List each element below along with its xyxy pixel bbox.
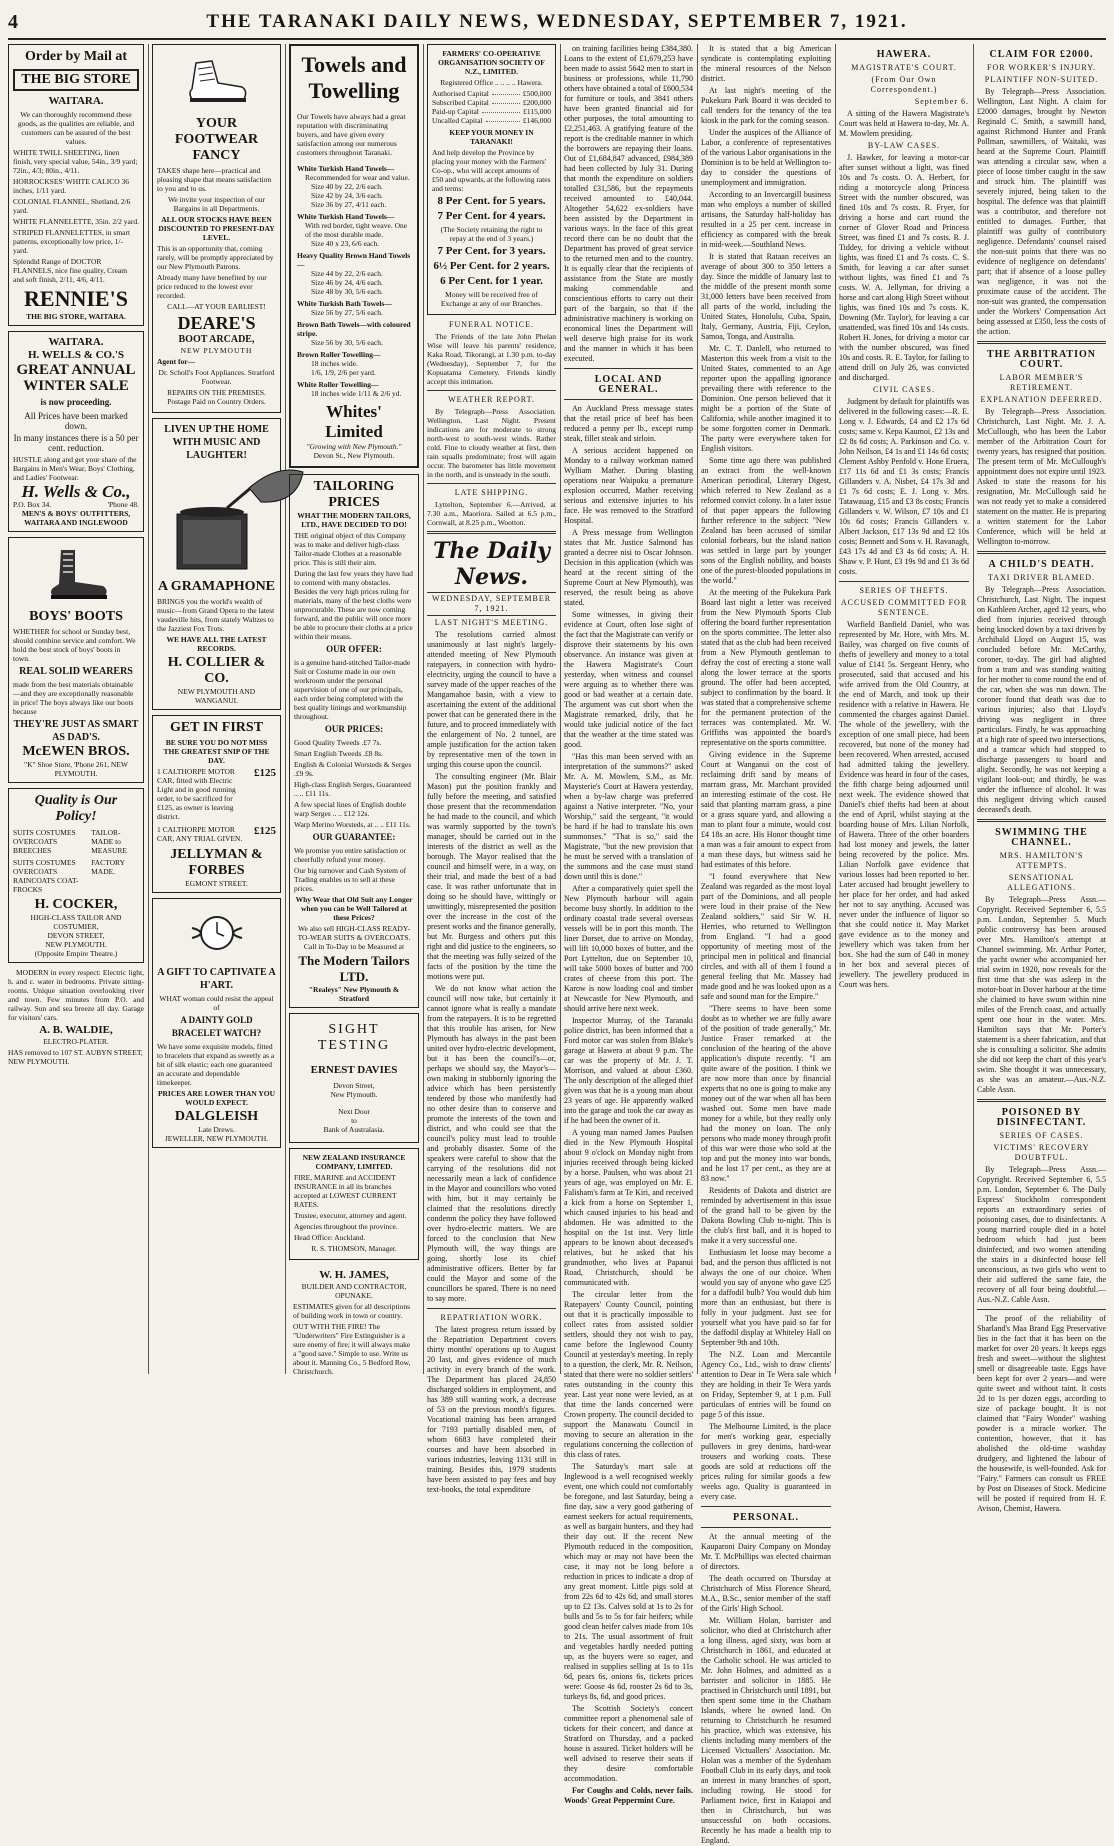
ad-agent-items: Dr. Scholl's Foot Appliances. Stratford Footwear. bbox=[158, 368, 275, 386]
ad-item: STRIPED FLANNELETTES, in smart patterns, exceptionally low price, 1/- yard. bbox=[13, 228, 131, 255]
ad-text: to bbox=[351, 1116, 357, 1125]
ad-status: is now proceeding. bbox=[40, 397, 112, 407]
ad-logo: Whites' Limited bbox=[325, 402, 383, 441]
towel-group-name: Heavy Quality Brown Hand Towels— bbox=[297, 251, 411, 269]
ad-text: We invite your inspection of our Bargains in all Departments. bbox=[167, 195, 266, 213]
boot-illustration-icon bbox=[41, 546, 111, 602]
section-heading: FUNERAL NOTICE. bbox=[449, 320, 534, 329]
ad-text: WE HAVE ALL THE LATEST RECORDS. bbox=[166, 635, 267, 653]
ad-nz-insurance bbox=[289, 1148, 419, 1260]
column-rule bbox=[835, 44, 836, 1374]
column-4 bbox=[427, 44, 556, 1494]
towel-group-name: Brown Bath Towels—with coloured stripe. bbox=[297, 320, 411, 338]
shipping-report: Lyttelton, September 6.—Arrived, at 7.30 a.m., Maoriora. Sailed at 6.5 p.m., Cornwall, at 8.25 p.m., Wootton. bbox=[427, 500, 556, 527]
capital-label: Authorised Capital bbox=[432, 89, 489, 98]
ad-logo: H. Wells & Co., bbox=[21, 482, 131, 501]
capital-label: Subscribed Capital bbox=[432, 98, 489, 107]
ad-text: In many instances there is a 50 per cent. reduction. bbox=[13, 433, 139, 453]
section-heading: CLAIM FOR £2000. bbox=[989, 49, 1094, 60]
column-6 bbox=[701, 44, 831, 1845]
ad-text: ALL OUR STOCKS HAVE BEEN DISCOUNTED TO PRESENT-DAY LEVEL. bbox=[158, 215, 275, 242]
news-item: Some time ago there was published an extract from the well-known American periodical, Literary Digest, which referred to New Zealand as a reformed convict colony. In a later issue of that paper appears the following further reference to the subject: "New Zealand has been accused of similar colonial forbears, but the island nation was settled in large part by younger sons of the English nobility, and boasts one of the purest-blooded populations in the world." bbox=[701, 456, 831, 585]
news-item: After a comparatively quiet spell the New Plymouth harbour will again become busy shortly. In addition to the ordinary coastal trade several overseas vessels will be in port this month. The liner Dorset, due to arrive on Monday, will lift 10,000 boxes of butter, and the Port Lyttelton, due on September 10, will take 5000 boxes of butter and 700 crates of cheese from this port. The Karow is now loading coal and timber at Newcastle for New Plymouth, and should arrive here next week. bbox=[564, 884, 693, 1013]
ad-text: WHETHER for school or Sunday best, should combine service and comfort. We hold the best stock of boys' boots in town. bbox=[13, 627, 136, 663]
ad-town: WAITARA. bbox=[48, 336, 104, 348]
news-item: The circular letter from the Ratepayers' County Council, pointing out that it is practically impossible to collect rates from assisted soldier settlers, should they not wish to pay, came before the Inglewood County Council at yesterday's meeting. In reply to a question, the clerk, Mr. R. Neilson, stated that there were no soldier settlers' rates outstanding in the county this year. Last year none were levied, as at that time the lands concerned were Crown property. The council decided to support the Manawatu Council in moving to secure an alteration in the regulations concerning the collection of this class of rates. bbox=[564, 1290, 693, 1459]
capital-label: Paid-up Capital bbox=[432, 107, 479, 116]
ad-subhead: WHAT THE MODERN TAILORS, LTD., HAVE DECIDED TO DO! bbox=[297, 511, 411, 529]
ad-text: CALL—AT YOUR EARLIEST! bbox=[167, 302, 266, 311]
section-heading: HAWERA. bbox=[876, 49, 932, 60]
rate-line: 7 Per Cent. for 3 years. bbox=[437, 245, 546, 257]
towel-size-price: 18 inches wide 1/11 & 2/6 yd. bbox=[311, 389, 402, 398]
towel-size-price: 1/6, 1/9, 2/6 per yard. bbox=[311, 368, 376, 377]
ad-text: This is an opportunity that, coming rarely, will be promptly appreciated by our New Plymouth Patrons. bbox=[157, 244, 274, 271]
ad-text: During the last few years they have had to contend with many obstacles. Besides the very high prices ruling for materials, many of the best cloths were unprocurable. These are now coming forward, and the public will once more be able to procure their cloths at a price within their means. bbox=[294, 569, 413, 641]
news-item: Mr. William Holan, barrister and solicitor, who died at Christchurch after a long illness, aged sixty, was born at Christchurch in 1861, and educated at the Catholic school. He was articled to Mr. John Holmes, and admitted as a barrister and solicitor in 1885. He practised in Christchurch until 1891, but then spent some time in the Chatham Islands, where he owned land. On returning to Christchurch he resumed his practice, which was extensive, his clients including many members of the Licensed Victuallers' Association. Mr. Holan was a member of the Sydenham Football Club in its early days, and took an interest in many branches of sport, including rowing. He stood for Parliament twice, first in Kaiapoi and then in Christchurch, but was unsuccessful on both occasions. Recently he has made a health trip to England. bbox=[701, 1616, 831, 1845]
rate-line: 6½ Per Cent. for 2 years. bbox=[433, 260, 550, 272]
ad-firm: McEWEN BROS. bbox=[22, 744, 130, 759]
ad-modern-tailors bbox=[289, 474, 419, 1008]
ad-text: And help develop the Province by placing your money with the Farmers' Co-op., who will accept amounts of £50 and upwards, at the following rates and terms: bbox=[432, 148, 551, 193]
newspaper-nameplate: The Daily News. bbox=[433, 538, 550, 590]
article-heading: REPATRIATION WORK. bbox=[440, 1313, 543, 1322]
ad-slogan: KEEP YOUR MONEY IN TARANAKI! bbox=[449, 128, 534, 146]
ad-headline: TESTING bbox=[317, 1038, 391, 1053]
ad-text: REPAIRS ON THE PREMISES. Postage Paid on Country Orders. bbox=[167, 388, 266, 406]
ad-agent: Agent for— bbox=[157, 357, 196, 366]
news-item: Enthusiasm let loose may become a bad, and the person thus afflicted is not always the one of our choice. When would you say of anyone who gave £25 for a daffodil bulb? You would dub him more than an enthusiast, but there is folly in your judgment. Just see for yourself what you have paid so far for the daffodil display at Whiteley Hall on September 9th and 10th. bbox=[701, 1248, 831, 1347]
section-heading: LOCAL AND GENERAL. bbox=[594, 374, 663, 395]
ad-intro: We can thoroughly recommend these goods, as the qualities are reliable, and customers can be assured of the best values. bbox=[17, 110, 135, 146]
sub-heading: SERIES OF THEFTS. bbox=[859, 586, 949, 595]
news-item: The death occurred on Thursday at Christchurch of Miss Florence Sheard, M.A., B.Sc., senior member of the staff of the Girls' High School. bbox=[701, 1574, 831, 1613]
cocker-row-right: TAILOR-MADE to MEASURE bbox=[91, 828, 127, 855]
ad-text: is a genuine hand-stitched Tailor-made Suit or Costume made in our own workroom under the personal supervision of one of our principals, each order being completed with the best quality linings and workmanship throughout. bbox=[294, 658, 411, 721]
ad-text: We promise you entire satisfaction or cheerfully refund your money. bbox=[294, 846, 407, 864]
article-paragraph: A sitting of the Hawera Magistrate's Court was held at Hawera to-day, Mr. A. M. Mowlem presiding. bbox=[839, 109, 969, 138]
ad-brand: RENNIE'S bbox=[24, 286, 128, 311]
article-paragraph: By Telegraph—Press Assn.—Copyright. Received September 6, 5.5 p.m. London, September 6. The Daily Express' Stockholm correspondent reports an extraordinary series of poisoning cases, due to disinfectants. A young married couple died in a hotel bedroom which had just been disinfected, and two women attending the stairs in a disinfected house fell unconscious, as two girls who went to their aid suffered the same fate, the recovery of all four being doubtful.—Aus.-N.Z. Cable Assn. bbox=[977, 1165, 1106, 1304]
car-listing: 1 CALTHORPE MOTOR CAR, fitted with Electric Light and in good running order, to be sacrificed for £125, as owner is leaving district. bbox=[157, 767, 236, 821]
ad-headline: LIVEN UP THE HOME WITH MUSIC AND LAUGHTER! bbox=[164, 424, 269, 461]
sub-heading: SENSATIONAL ALLEGATIONS. bbox=[1007, 873, 1076, 892]
towel-group-desc: Recommended for wear and value. bbox=[305, 173, 410, 182]
rate-note: (The Society retaining the right to repay at the end of 3 years.) bbox=[440, 225, 543, 243]
ad-headline: GREAT ANNUAL WINTER SALE bbox=[16, 362, 136, 394]
ad-street: Devon Street, bbox=[333, 1081, 375, 1090]
towel-size-price: Size 36 by 27, 4/11 each. bbox=[311, 200, 387, 209]
capital-label: Uncalled Capital bbox=[432, 116, 483, 125]
ad-firm: The Modern Tailors LTD. bbox=[298, 953, 410, 984]
column-rule bbox=[973, 44, 974, 1374]
ad-cocker bbox=[8, 788, 144, 963]
ad-james bbox=[289, 1265, 419, 1382]
news-item: Residents of Dakota and district are reminded by advertisement in this issue of the grand ball to be given by the Dakota Bowling Club to-night. This is the club's first ball, and it is hoped to make it a very successful one. bbox=[701, 1186, 831, 1245]
column-rule bbox=[697, 44, 698, 1374]
newspaper-title: THE TARANAKI DAILY NEWS, WEDNESDAY, SEPTEMBER 7, 1921. bbox=[206, 11, 908, 32]
ad-text: Next Door bbox=[338, 1107, 370, 1116]
column-rule bbox=[285, 44, 286, 1374]
ad-waldie bbox=[8, 968, 144, 1066]
ad-note: (Opposite Empire Theatre.) bbox=[34, 949, 118, 958]
towel-group-name: Brown Roller Towelling— bbox=[297, 350, 381, 359]
ad-town: New Plymouth. bbox=[330, 1090, 378, 1099]
ad-tagline: THEY'RE JUST AS SMART AS DAD'S. bbox=[13, 719, 139, 743]
news-item: "Has this man been served with an interpretation of the summons?" asked Mr. A. M. Mowlem, S.M., as Mr. Maysterie's Court at Hawera yesterday, when a by-law charge was preferred against a Native interpreter. "No, your Worship," said the sergeant, "it would be hard if he had to translate his own summonses." "That is so," said the Magistrate, "but the new provision that he must be served with a translation of the summons and the case must stand down until this is done." bbox=[564, 752, 693, 881]
ad-text: HUSTLE along and get your share of the Bargains in Men's Wear, Boys' Clothing, and Ladies' Footwear. bbox=[13, 455, 137, 482]
article-heading: LAST NIGHT'S MEETING. bbox=[434, 618, 549, 627]
ad-text: Already many have benefited by our price reduced to the lowest ever recorded. bbox=[157, 273, 267, 300]
article-paragraph: By Telegraph—Press Association. Christchurch, Last Night. The inquest on Kathleen Archer, aged 12 years, who died from injuries received through being knocked down by a taxi driven by Archibald Lloyd on August 15, was concluded before Mr. McCarthy, coroner, to-day. The girl had alighted from a tram and was standing waiting for her mother to come round the end of the car, when she was run down. The coroner found that death was due to various injuries; also that Lloyd's driving was negligent in three particulars. Firstly, he was approaching at a high rate of speed two intersections, and a tramcar which had stopped to discharge passengers to board and alight. Secondly, he was not keeping a vigilant look-out; and thirdly, he was under the influence of alcohol. It was this negligent driving which caused deceased's death. bbox=[977, 585, 1106, 814]
cocker-row-right: FACTORY MADE. bbox=[91, 858, 125, 876]
sub-heading: (From Our Own Correspondent.) bbox=[870, 75, 938, 94]
capital-value: £200,000 bbox=[522, 98, 551, 107]
ad-text: WHAT woman could resist the appeal of bbox=[159, 994, 274, 1012]
news-item: The Melbourne Limited, is the place for men's working gear, especially pullovers in grey denims, hard-wear trousers and working coats. These goods are sold at reductions off the prices ruling for similar goods a few weeks ago. Quality is guaranteed in every case. bbox=[701, 1422, 831, 1501]
towel-group-name: White Turkish Hand Towels— bbox=[297, 212, 395, 221]
news-item: The Scottish Society's concert committee report a phenomenal sale of tickets for their concert, and dance at Stratford on Thursday, and a packed house is assured. Ticket holders will be well advised to reserve their seats if they desire comfortable accommodation. bbox=[564, 1704, 693, 1783]
ad-text: Trustee, executor, attorney and agent. bbox=[294, 1211, 407, 1220]
ad-firm: DALGLEISH bbox=[174, 1109, 259, 1124]
ad-collier bbox=[152, 418, 281, 710]
ad-text: THE original object of this Company was to make and deliver high-class Tailor-made Clothes at a reasonable price. This is still their aim. bbox=[294, 531, 406, 567]
section-heading: WEATHER REPORT. bbox=[448, 395, 535, 404]
ad-text: Registered Office .. .. .. .. Hawera. bbox=[440, 78, 543, 87]
ad-text: OUT WITH THE FIRE! The "Underwriters" Fire Extinguisher is a sure enemy of fire; it will always make a "good save." Simple to use. Write us about it. Manning Co., 5 Bedford Row, Christchurch. bbox=[293, 1322, 411, 1376]
column-5 bbox=[564, 44, 693, 1805]
rate-line: 8 Per Cent. for 5 years. bbox=[437, 195, 546, 207]
column-rule bbox=[423, 44, 424, 1374]
dateline: September 6. bbox=[914, 97, 969, 106]
ad-text: ESTIMATES given for all descriptions of building work in town or country. bbox=[293, 1302, 411, 1320]
price-line: A few special lines of English double warp Serges .. .. £12 12s. bbox=[294, 800, 407, 818]
ad-footer: "Realeys" New Plymouth & Stratford bbox=[308, 985, 400, 1003]
towel-size-price: Size 56 by 30, 5/6 each. bbox=[311, 338, 383, 347]
ad-headline: GET IN FIRST bbox=[169, 720, 264, 735]
article-paragraph: Judgment by default for plaintiffs was delivered in the following cases:—R. E. Long v. J. Edwards, £4 and £2 17s 6d costs; same v. Kepa Kaumoi, £2 13s and £2 8s 6d costs; A. Parkinson and Co. v. John Neilson, £4 1s and £1 14s 6d costs; Clement Ashby Penfold v. Hone Eruera, £17 11s 6d and £1 3s costs; Francis Gillanders v. A. Nisbet, £4 17s 3d and £1 7s 6d costs; E. J. Long v. Mrs. Tatawauag, £15 and £3 8s costs; Francis Gillanders v. W. Wilson, £7 10s and £1 10s 6d costs; Francis Gillanders v. Albert Jackson, £17 13s 9d and £2 10s costs; Bennett and Sons v. H. Ravanagh, £43 17s 4d and £3 4s 6d costs; A. H. Shaw v. P. Hunt, £3 19s 9d and £1 3s 6d costs. bbox=[839, 397, 969, 576]
article-paragraph: By Telegraph—Press Association. Wellington, Last Night. A claim for £2000 damages, brought by Newton Reginald C. Smith, a sawmill hand, against Richmond Hunter and Frank Pollman, sawmillers, of Waitaki, was heard at the Supreme Court. Plaintiff was attending a circular saw, when a piece of loose timber caught in the saw and struck him. The plaintiff was severely injured, being taken to the hospital. The defence was that plaintiff was a contributor, and therefore not entitled to damages. Further, that plaintiff was guilty of contributory negligence. Defendants' counsel raised the non-suit points that there was no evidence of negligence on defendants' part; that if absence of a loose pulley was negligence, it was not the proximate cause of the accident. The non-suit was granted, the compensation under the Workers' Compensation Act being assessed at £350, less the costs of the action. bbox=[977, 87, 1106, 336]
ad-subhead: BE SURE YOU DO NOT MISS THE GREATEST SNIP OF THE DAY. bbox=[163, 738, 270, 765]
price-line: Good Quality Tweeds .£7 7s. bbox=[294, 738, 382, 747]
ad-address: "K" Shoe Store, 'Phone 261, NEW PLYMOUTH. bbox=[24, 760, 128, 778]
rate-line: 7 Per Cent. for 4 years. bbox=[437, 210, 546, 222]
sub-heading: ACCUSED COMMITTED FOR SENTENCE. bbox=[840, 598, 968, 617]
ad-section-head: OUR PRICES: bbox=[324, 724, 384, 734]
column-1 bbox=[8, 44, 144, 1374]
section-heading: LATE SHIPPING. bbox=[454, 488, 529, 497]
ad-town: NEW PLYMOUTH AND WANGANUI. bbox=[177, 687, 256, 705]
towel-group-name: White Turkish Bath Towels— bbox=[297, 299, 392, 308]
ad-text: Money will be received free of Exchange at any of our Branches. bbox=[440, 290, 543, 308]
ad-town: WAITARA. bbox=[48, 95, 104, 107]
news-item: "I found everywhere that New Zealand was regarded as the most loyal part of the Dominions, and all people were loud in their praise of the New Zealand soldiers," said Sir W. H. Herries, who returned to Wellington from England. "I had a good opportunity of meeting most of the principal men in political and financial circles, and with all of them I found a general feeling that Mr. Massey had made good and he was looked upon as a safe and sound man for the Empire." bbox=[701, 872, 831, 1001]
ad-boys-boots bbox=[8, 537, 144, 783]
section-heading: A CHILD'S DEATH. bbox=[988, 559, 1095, 570]
ad-text: Our big turnover and Cash System of Trading enables us to sell at these prices. bbox=[294, 866, 407, 893]
ad-firm: JELLYMAN & FORBES bbox=[170, 847, 263, 878]
section-heading: THE ARBITRATION COURT. bbox=[986, 349, 1096, 370]
ad-text: FIRE, MARINE and ACCIDENT INSURANCE in all its branches accepted at LOWEST CURRENT RATES. bbox=[294, 1173, 397, 1209]
ad-tagline: "Growing with New Plymouth." bbox=[306, 442, 402, 451]
column-3 bbox=[289, 44, 419, 1374]
article-paragraph: The consulting engineer (Mr. Blair Mason) put the position frankly and fully before the meeting, and satisfied those present that the recommendation he had made to the council, and which was warmly supported by the town's manager, should be carried out in the interests of the district as well as the borough. The Mayor realised that the council and himself were, in a way, on their trial, and made the best of a bad case. It was rather unfortunate that in doing so he should have, wittingly or unwittingly, misrepresented the position over the increase in the cost of the present works and the finance generally, but Mr. Burgess and others put this right and did justice to the engineers, so that the meeting was fully seized of the facts of the position by the time the motions were put. bbox=[427, 772, 556, 981]
news-item: According to an Invercargill business man who employs a number of skilled artisans, the Saturday half-holiday has resulted in a 25 per cent. increase in efficiency as compared with the break in mid-week.—Southland News. bbox=[701, 190, 831, 249]
sub-heading: VICTIMS' RECOVERY DOUBTFUL. bbox=[993, 1143, 1090, 1162]
towel-group-desc: With red border, tight weave. One of the most durable made. bbox=[305, 221, 408, 239]
news-item: An Auckland Press message states that the retail price of beef has been reduced a penny per lb., except rump steak, fillet steak and sirloin. bbox=[564, 404, 693, 443]
section-heading: POISONED BY DISINFECTANT. bbox=[996, 1107, 1087, 1128]
ad-firm: DEARE'S bbox=[177, 313, 256, 333]
ad-headline: SIGHT bbox=[328, 1022, 380, 1037]
ad-big-store bbox=[8, 44, 144, 326]
ad-subhead: BOOT ARCADE, bbox=[178, 334, 255, 345]
ad-whites bbox=[289, 44, 419, 468]
ad-text: We also sell HIGH-CLASS READY-TO-WEAR SUITS & OVERCOATS. Call in To-Day to be Measured at bbox=[297, 924, 411, 951]
ad-firm: H. WELLS & CO.'S bbox=[27, 349, 125, 361]
column-8 bbox=[977, 44, 1106, 1513]
ad-tagline: THE BIG STORE, WAITARA. bbox=[26, 312, 126, 321]
article-paragraph: We do not know what action the council will now take, but certainly it cannot ignore what is really a mandate from the ratepayers. It is to be regretted that this trouble has arisen, for New Plymouth has always in the past been united over hydro-electric development, but it has been the council's—or, perhaps we should say, the Mayor's—own making in stubbornly ignoring the advice which has been persistently tendered by those who manifestly had no other desire than to conserve and promote the interests of the town and district, and who could see that the council's policy must lead to trouble and probably disaster. Some of the speakers were careful to show that the carrying of the resolutions did not necessarily mean a lack of confidence in the Mayor and councillors who voted with him, but it may certainly be claimed that the resolutions directly condemn the policy they have followed over hydro-electric matters. We are forced to the conclusion that New Plymouth will, the way things are going, shortly lose its chief administrative officers. Better by far could the Mayor and some of the councillors be spared. There is no need to say more. bbox=[427, 984, 556, 1303]
ad-item: COLONIAL FLANNEL, Shetland, 2/6 yard. bbox=[13, 197, 131, 215]
ad-trade: JEWELLER, NEW PLYMOUTH. bbox=[164, 1134, 269, 1143]
towel-size-price: 18 inches wide. bbox=[311, 359, 358, 368]
article-paragraph: The proof of the reliability of Sharland's Maa Brand Egg Preservative lies in the fact that it has been on the market for over 20 years. It keeps eggs fresh and sweet—without the slightest smell or disagreeable taste. Eggs have been kept for over 2 years—and were quite sweet and without taint. It costs 2d to 1s per dozen eggs, according to size of package bought. It is not claimed that "Fairy Wonder" washing powder is a miracle worker. The contention, however, that it has abolished the old-time washday drudgery, and lightened the labour of the housewife, is well-founded. Ask for "Fairy." Farmers can consult us FREE by Post on Diseases of Stock. Medicine will be posted if required from H. F. Avison, Chemist, Hawera. bbox=[977, 1314, 1106, 1513]
news-item: At the meeting of the Pukekura Park Board last night a letter was received from the New Plymouth Sports Club offering the board further representation on the sports committee. The letter also stated that as the club had been received from a New Plymouth gentleman to defray the cost of erecting a stone wall along the lower terrace at the sports ground. The offer had been accepted, subject to confirmation by the board. It was stated that a comprehensive scheme for the permanent protection of the terraces was contemplated. Mr. W. Griffiths was appointed the board's representative on the sports committee. bbox=[701, 588, 831, 747]
ad-text: TAKES shape here—practical and pleasing shape that means satisfaction to you and to us. bbox=[157, 166, 272, 193]
news-item: At last night's meeting of the Pukekura Park Board it was decided to call tenders for the tenancy of the tea kiosk in the park for the coming season. bbox=[701, 86, 831, 125]
towel-size-price: Size 40 by 22, 2/6 each. bbox=[311, 182, 383, 191]
sub-heading: CIVIL CASES. bbox=[873, 385, 935, 394]
ad-intro: Our Towels have always had a great reputation with discriminating buyers, and have given every satisfaction among our numerous customers throughout Taranaki. bbox=[297, 111, 406, 157]
ad-subhead: Late Drews. bbox=[198, 1125, 235, 1134]
ad-address: Devon St., New Plymouth. bbox=[313, 451, 395, 460]
ad-text: Head Office: Auckland. bbox=[294, 1233, 366, 1242]
ad-firm: W. H. JAMES, bbox=[319, 1269, 389, 1281]
ad-text: All Prices have been marked down. bbox=[24, 411, 128, 431]
ad-deare bbox=[152, 44, 281, 413]
news-item: Giving evidence in the Supreme Court at Wanganui on the cost of reclaiming drift sand by means of marram grass, Mr. Marchant provided an interesting estimate of the cost. He said that planting marram grass, a pine or a grass square yard, and allowing a man to plant four a minute, would cost £4 18s an acre. His Honor thought time a man was a fair amount to expect from a man these days, but witness said he had estimates of this before. bbox=[701, 750, 831, 869]
ad-outfitters: MEN'S & BOYS' OUTFITTERS, WAITARA AND INGLEWOOD bbox=[21, 509, 131, 527]
sub-heading: FOR WORKER'S INJURY. bbox=[987, 63, 1096, 72]
rate-line: 6 Per Cent. for 1 year. bbox=[440, 275, 543, 287]
ad-item: Splendid Range of DOCTOR FLANNELS, nice fine quality, Cream and soft finish, 2/11, 4/6, 4/11. bbox=[13, 257, 128, 284]
funeral-notice: The Friends of the late John Phelan Wise will leave his parents' residence, Kaka Road, Tikorangi, at 1.30 p.m. to-day (Wednesday), September 7, for the Kopuatama Cemetery. Friends kindly accept this intimation. bbox=[427, 332, 556, 386]
news-item: At the annual meeting of the Kauparoni Dairy Company on Monday Mr. T. McPhillips was elected chairman of directors. bbox=[701, 1532, 831, 1571]
article-paragraph: J. Hawker, for leaving a motor-car after sunset without a light, was fined 10s and 7s costs. O. A. Herbert, for riding a motorcycle along Princess Street with the number obscured, was fined 10s and 7s costs. R. Fryer, for driving a horse and cart round the corner of Glover Road and Princess Street, was fined £1 and 7s costs. R. J. Tiddey, for driving a vehicle without lights, was fined £1 and 7s costs. C. S. Smith, for leaving a car after sunset without lights, was fined £1 and 7s costs. W. A. Jellyman, for driving a horse and cart along High Street without lights, was fined 10s and 7s costs. K. Downing (Mr. Taylor), for leaving a car unattended, was fined 10s and 14s costs. Robert H. Jones, for driving a motor car with the number obscured, was fined 10s and costs. R. E. Taylor, for failing to attend drill on July 26, was convicted and discharged. bbox=[839, 153, 969, 382]
ad-text: Why Wear that Old Suit any Longer when you can be Well Tailored at these Prices? bbox=[295, 895, 413, 922]
news-item: For Coughs and Colds, never fails. Woods' Great Peppermint Cure. bbox=[564, 1786, 693, 1805]
bracelet-watch-icon bbox=[190, 906, 244, 960]
ad-text: MODERN in every respect: Electric light, h. and c. water in bedrooms. Private sitting-rooms. Unique situation overlooking river and town. Few minutes from P.O. and railway. Sun and sea breeze all day. Garage for visitors' cars. bbox=[8, 968, 144, 1022]
ad-headline: Order by Mail at bbox=[24, 49, 127, 64]
ad-wells bbox=[8, 331, 144, 532]
ad-street: DEVON STREET, bbox=[47, 931, 105, 940]
towel-size-price: Size 42 by 24, 3/6 each. bbox=[311, 191, 383, 200]
ad-subhead: REAL SOLID WEARERS bbox=[19, 666, 133, 677]
ad-item: HORROCKSES' WHITE CALICO 36 inches, 1/11 yard. bbox=[13, 177, 130, 195]
article-paragraph: By Telegraph—Press Assn.—Copyright. Received September 6, 5.5 p.m. London, September 5. Much public controversy has been aroused over Mrs. Hamilton's attempt at Channel swimming. Mr. Arthur Porter, the yacht owner who accompanied her trial swim in 1920, now reveals for the first time that she was asleep in the motor-boat in Dover harbour at the time she claimed to have swum within nine miles of the French coast, and actually spent one hour in the water. Mrs. Hamilton says that Mr. Porter's statement is a sheer fabrication, and that she is consulting a solicitor. She admits she did not keep the chart of this year's swim. She thought it was unnecessary, as she was an amateur.—Aus.-N.Z. Cable Assn. bbox=[977, 895, 1106, 1094]
car-listing: 1 CALTHORPE MOTOR CAR, ANY TRIAL GIVEN. bbox=[157, 825, 243, 843]
car-price: £125 bbox=[254, 767, 276, 779]
big-store-logo: THE BIG STORE bbox=[13, 69, 138, 91]
towel-size-price: Size 56 by 27, 5/6 each. bbox=[311, 308, 383, 317]
ad-town: NEW PLYMOUTH bbox=[180, 346, 253, 355]
ad-jellyman bbox=[152, 715, 281, 893]
article-paragraph: The latest progress return issued by the Repatriation Department covers thirty months' operations up to August 20 last, and gives evidence of much activity in every branch of the work. The Department has placed 24,850 discharged soldiers in employment, and has 389 still wanting work, a decrease of 53 on the previous month's figures. Vocational training has been arranged for 7193 partially disabled men, of whom 6683 have completed their courses and have been absorbed in various industries, leaving 1131 still in training. Besides this, 1979 students have been assisted to pay fees and buy text-books, the total expenditure bbox=[427, 1325, 556, 1494]
towel-size-price: Size 48 by 30, 5/6 each. bbox=[311, 287, 383, 296]
towel-group-name: White Roller Towelling— bbox=[297, 380, 379, 389]
sub-heading: TAXI DRIVER BLAMED. bbox=[987, 573, 1096, 582]
price-line: English & Colonial Worsteds & Serges .£9 9s. bbox=[294, 760, 412, 778]
dateline: WEDNESDAY, SEPTEMBER 7, 1921. bbox=[427, 592, 556, 616]
ad-text: PRICES ARE LOWER THAN YOU WOULD EXPECT. bbox=[157, 1089, 276, 1107]
ad-farmers-coop bbox=[427, 44, 556, 315]
car-price: £125 bbox=[254, 825, 276, 837]
ad-headline: A GIFT TO CAPTIVATE A H'ART. bbox=[157, 967, 276, 991]
news-item: A young man named James Paulsen died in the New Plymouth Hospital about 9 o'clock on Monday night from injuries received through being kicked by a horse. Paulsen, who was about 21 years of age, was employed on Mr. E. Falisham's farm at Te Kiri, and received a kick from a horse on September 1, which caused injuries to his head and abdomen. He was admitted to the hospital on the 1st inst. Very little appears to be known about deceased's relatives, but he asked that his grandmother, who lives at Papanui Road, Christchurch, should be communicated with. bbox=[564, 1128, 693, 1287]
sub-heading: PLAINTIFF NON-SUITED. bbox=[984, 75, 1099, 84]
ad-text: Agencies throughout the province. bbox=[294, 1222, 398, 1231]
article-paragraph: The resolutions carried almost unanimously at last night's largely-attended meeting of New Plymouth ratepayers, in connection with hydro-electricity, urging the council to have a survey made of the upper reaches of the Mangamahoe basin, with a view to ascertaining the extent of the additional power that can be generated there in the future, and to proceed immediately with the enlargement of No. 2 tunnel, are ample justification for the action taken by representative men of the town in urging this course upon the council. bbox=[427, 630, 556, 769]
price-line: Warp Merino Worsteds, at .. .. £11 11s. bbox=[294, 820, 411, 829]
section-heading: PERSONAL. bbox=[733, 1512, 799, 1523]
price-line: Smart English Tweeds .£8 8s. bbox=[294, 749, 383, 758]
section-heading: SWIMMING THE CHANNEL. bbox=[995, 827, 1088, 848]
sub-heading: SERIES OF CASES. bbox=[999, 1131, 1084, 1140]
news-item: It is stated that Rataan receives an average of about 300 to 350 letters a day. Since the middle of January last to the middle of the present month some 31,000 letters have been received from all parts of the world, including the United States, Honolulu, Cuba, Spain, Italy, Germany, Austria, Fiji, Ceylon, Samoa, Tonga, and Australia. bbox=[701, 252, 831, 341]
ad-street: EGMONT STREET. bbox=[185, 879, 248, 888]
ad-text: R. S. THOMSON, Manager. bbox=[311, 1244, 397, 1253]
news-item: Inspector Murray, of the Taranaki police district, has been informed that a Ford motor car was stolen from Blake's garage at Hawera at about 9 p.m. The car was the property of Mr. J. T. Morrison, and valued at about £360. The only description of the alleged thief given was that he is a young man about 23 years of age. He apparently walked into the garage and took the car away as if he had been the owner of it. bbox=[564, 1016, 693, 1125]
ad-section-head: OUR GUARANTEE: bbox=[312, 832, 396, 842]
ad-item: WHITE TWILL SHEETING, linen finish, very special value, 54in., 3/9 yard; 72in., 4/3; 80in., 4/11. bbox=[13, 148, 138, 175]
cocker-row-left: SUITS COSTUMES OVERCOATS RAINCOATS COAT-FROCKS bbox=[13, 858, 79, 894]
ad-firm: ERNEST DAVIES bbox=[310, 1064, 398, 1076]
po-box: P.O. Box 34. bbox=[13, 500, 52, 509]
ad-trade: HIGH-CLASS TAILOR AND COSTUMIER, bbox=[30, 913, 122, 931]
ad-item: WHITE FLANNELETTE, 35in. 2/2 yard. bbox=[13, 217, 140, 226]
phone: 'Phone 48. bbox=[107, 500, 139, 509]
article-paragraph: By Telegraph—Press Association. Christchurch, Last Night. Mr. J. A. McCullough, who has been the Labor member of the Arbitration Court for twenty years, has resigned that position. The present term of Mr. McCullough's appointment does not expire until 1923. Asked to state the reasons for his resignation, Mr. McCullough said he was not ready yet to make a considered statement on the matter. He is preparing a written statement for the Labor Conference, which will be held at Wellington to-morrow. bbox=[977, 407, 1106, 546]
news-item: A Press message from Wellington states that Mr. Justice Salmond has granted a decree nisi to Oscar Johnson. Decision in this application (which was heard at the recent sitting of the Supreme Court at New Plymouth), was reserved, the result being as above stated. bbox=[564, 528, 693, 607]
ad-trade: BUILDER AND CONTRACTOR, OPUNAKE. bbox=[301, 1282, 407, 1300]
ad-text: made from the best materials obtainable—and they are exceptionally reasonable in price! The boys always like our boots because bbox=[13, 680, 134, 716]
ad-firm: H. COCKER, bbox=[34, 897, 118, 912]
news-item: The N.Z. Loan and Mercantile Agency Co., Ltd., wish to draw clients' attention to Dear in Te Wera sale which they are holding in their Te Wera yards on Friday, September 9, at 1 p.m. Full particulars of entries will be found on page 5 of this issue. bbox=[701, 1350, 831, 1419]
ad-headline: BOYS' BOOTS bbox=[29, 609, 123, 624]
news-item: A serious accident happened on Monday to a railway workman named Wylliam Mather. During blasting operations near Waipuku a premature explosion occurred, Mather receiving serious and extensive injuries to his face. He was removed to the Stratford Hospital. bbox=[564, 446, 693, 525]
news-item: "There seems to have been some doubt as to whether we are fully aware of the position of trade generally," Mr. Justice Fraser remarked at the conclusion of the hearing of the above application's dispute recently. "I am quite aware of the position. I think we are now more than once by financial experts that no one is going to make any money out of the war when all has been washed out. Some men have made money for a while, but they really only had the money on loan. The only persons who made money through profit of this war were those who sold at the top and put the money into war bonds, and he lost 17 per cent., as they are at 83 now." bbox=[701, 1004, 831, 1183]
news-item: The Saturday's mart sale at Inglewood is a well recognised weekly event, one which could not comfortably be foregone, and last Saturday, being a fine day, saw a very good gathering of earnest seekers for actual requirements, as well as bargain hunters, and they had their day out. If the recent New Plymouth reduced in the composition, which may or may not have been the case, it may not be long before a reduction in prices to indicate a drop of any great moment. Little pigs sold at from 22s 6d to 42s 6d, and small stores up to £2 13s. Calves sold at 1s to 2s for bulls and 5s to 5s for fair heifers; while good clean heifer calves made from 10s to 21s. The usual assortment of fruit and vegetables hardly needed putting up, as the buyers were so eager, and realised in supplies selling at 1s to 11s 6d, pears 6s, onions 6s, tickets prices were: Goose 4s 6d, rooster 2s 6d to 3s, turkeys 8s, 6d, and good prices. bbox=[564, 1462, 693, 1701]
towel-size-price: Size 40 x 23, 6/6 each. bbox=[311, 239, 380, 248]
ad-product: A GRAMAPHONE bbox=[157, 579, 276, 594]
ad-section-head: OUR OFFER: bbox=[326, 644, 382, 654]
ad-firm: NEW ZEALAND INSURANCE COMPANY, LIMITED. bbox=[302, 1153, 406, 1171]
towel-size-price: Size 44 by 22, 2/6 each. bbox=[311, 269, 383, 278]
column-rule bbox=[560, 44, 561, 1374]
ad-sight-testing bbox=[289, 1013, 419, 1143]
sub-heading: MAGISTRATE'S COURT. bbox=[851, 63, 957, 72]
gramophone-illustration-icon bbox=[157, 464, 307, 574]
ad-firm: A. B. WALDIE, bbox=[39, 1024, 113, 1036]
towel-group-name: White Turkish Hand Towels— bbox=[297, 164, 395, 173]
price-line: High-class English Serges, Guaranteed .. .. £11 11s. bbox=[294, 780, 411, 798]
news-item: Some witnesses, in giving their evidence at Court, often lose sight of the fact that the Magistrate can verify or disprove their statements by his own observance. An instance was given at the Hawera Magistrate's Court yesterday, when witness and counsel were arguing as to whether there was good or bad weather at a certain date. The argument was cut short when the Magistrate remarked, drily, that he would take judicial notice of the fact that the weather at the time stated was good. bbox=[564, 610, 693, 749]
shoe-illustration-icon bbox=[182, 53, 252, 109]
masthead bbox=[8, 6, 1106, 40]
sub-heading: BY-LAW CASES. bbox=[867, 141, 941, 150]
news-item: It is stated that a big American syndicate is contemplating exploiting the mineral resources of the Nelson district. bbox=[701, 44, 831, 83]
ad-headline: TAILORING PRICES bbox=[313, 479, 395, 510]
ad-address: HAS removed to 107 ST. AUBYN STREET, NEW PLYMOUTH. bbox=[8, 1048, 143, 1066]
column-2 bbox=[152, 44, 281, 1374]
sub-heading: MRS. HAMILTON'S ATTEMPTS. bbox=[999, 851, 1084, 870]
sub-heading: LABOR MEMBER'S RETIREMENT. bbox=[999, 373, 1084, 392]
towel-size-price: Size 46 by 24, 4/6 each. bbox=[311, 278, 383, 287]
ad-product: A DAINTY GOLD BRACELET WATCH? bbox=[171, 1015, 262, 1038]
ad-headline: YOUR FOOTWEAR FANCY bbox=[174, 116, 259, 163]
sub-heading: EXPLANATION DEFERRED. bbox=[980, 395, 1103, 404]
ad-text: BRINGS you the world's wealth of music—from Grand Opera to the latest vaudeville hits, from stately Waltzes to the Jazziest Fox Trots. bbox=[157, 597, 275, 633]
ad-firm: FARMERS' CO-OPERATIVE ORGANISATION SOCIETY OF N.Z., LIMITED. bbox=[438, 49, 545, 76]
ad-dalgleish bbox=[152, 898, 281, 1148]
ad-text: We have some exquisite models, fitted to bracelets that expand as sweetly as a bit of silk elastic; each one guaranteed an accurate and dependable timekeeper. bbox=[157, 1042, 275, 1087]
capital-value: £115,000 bbox=[523, 107, 551, 116]
ad-town: NEW PLYMOUTH. bbox=[45, 940, 107, 949]
ad-firm: H. COLLIER & CO. bbox=[167, 655, 266, 686]
ad-headline: Towels and Towelling bbox=[301, 52, 407, 103]
news-item: Under the auspices of the Alliance of Labor, a conference of representatives of the various Labor organisations in the Dominion is to be held at Wellington to-day to consider the questions of unemployment and immigration. bbox=[701, 128, 831, 187]
ad-trade: ELECTRO-PLATER. bbox=[43, 1037, 109, 1046]
ad-headline: Quality is Our Policy! bbox=[34, 793, 118, 824]
capital-value: £500,000 bbox=[522, 89, 551, 98]
towel-price-list bbox=[297, 164, 411, 398]
column-rule bbox=[148, 44, 149, 1374]
cocker-row-left: SUITS COSTUMES OVERCOATS BREECHES bbox=[13, 828, 76, 855]
ad-text: Bank of Australasia. bbox=[323, 1125, 385, 1134]
news-item: Mr. C. T. Danlell, who returned to Masterton this week from a visit to the United States, commented to an Age reporter upon the appalling ignorance prevailing there with reference to the Dominion. One person believed that it might be a portion of the State of California, while another imagined it to be some forgotten corner in Denmark. The party were everywhere taken for English visitors. bbox=[701, 344, 831, 453]
capital-value: £146,000 bbox=[522, 116, 551, 125]
article-paragraph: on training facilities being £384,380. Loans to the extent of £1,679,253 have been made to assist 5642 men to start in business or professions, while 11,790 others have obtained a total of £600,534 for furniture or tools, and 3841 others have been granted financial aid for other purposes, the total amounting to £2,251,463. A gratifying feature of the report is the creditable manner in which the borrowers are repaying their loans. Out of £1,684,847 advanced, £984,389 had been collected by July 31. During that month the expenditure on soldiers totalled £31,586, but the repayments received amounted to £40,044. Altogether 54,622 ex-soldiers have been assisted by the Department in various ways. In the face of this great record there can be no doubt that the Department has proved of great service to the returned men and to the country. It is equally clear that the recipients of assistance from the State are mostly making commendable and conscientious efforts to carry out their part of the bargain, so that if the administrative machinery is working on economical lines the Department will well deserve high praise for its work and the manner in which it has been executed. bbox=[564, 44, 693, 363]
page-number: 4 bbox=[8, 10, 18, 33]
column-7 bbox=[839, 44, 969, 1374]
weather-report: By Telegraph—Press Association. Wellington, Last Night. Present indications are for moderate to strong north-west to south-west winds. Rather cold. Fine to cloudy weather at first, then rain squalls predominate; frost will again occur. The barometer has little movement in the north, and is unsteady in the south. bbox=[427, 407, 556, 479]
article-paragraph: Warfield Banfield Daniel, who was represented by Mr. Hore, with Mrs. M. Bailey, was charged on five counts of thefts of jewellery and money to a total value of £141 5s. Sergeant Henry, who prosecuted, said that accused and his wife arrived from the Old Country, at the end of March, and took up their residence with a relative in Hawera. He commented the charges against Daniel. The whole of the jewellery, with the exception of one small piece, had been recovered, but none of the money had been recovered. When arrested, accused had admitted taking the jewellery. Evidence was heard in four of the cases, the fifth charge being adjourned until next week. The evidence showed that Daniel's chief thefts had been at about the end of April, whilst staying at the boarding house of Mrs. Lilian Norfolk, of Hawera. Three of the other boarders had lost money and jewels, the latter being recovered by the police. Mrs. Lilian Norfolk gave evidence that various losses had been reported to her. Later accused had brought jewellery to her place for her order, and had asked her not to say anything. Accused was never under the influence of liquor so that she could notice it. May Market gave evidence as to the money and jewellery which was taken from her box. She had the sum of £40 in money in her box and several pieces of jewellery. The jewellery produced in Court was hers. bbox=[839, 620, 969, 989]
